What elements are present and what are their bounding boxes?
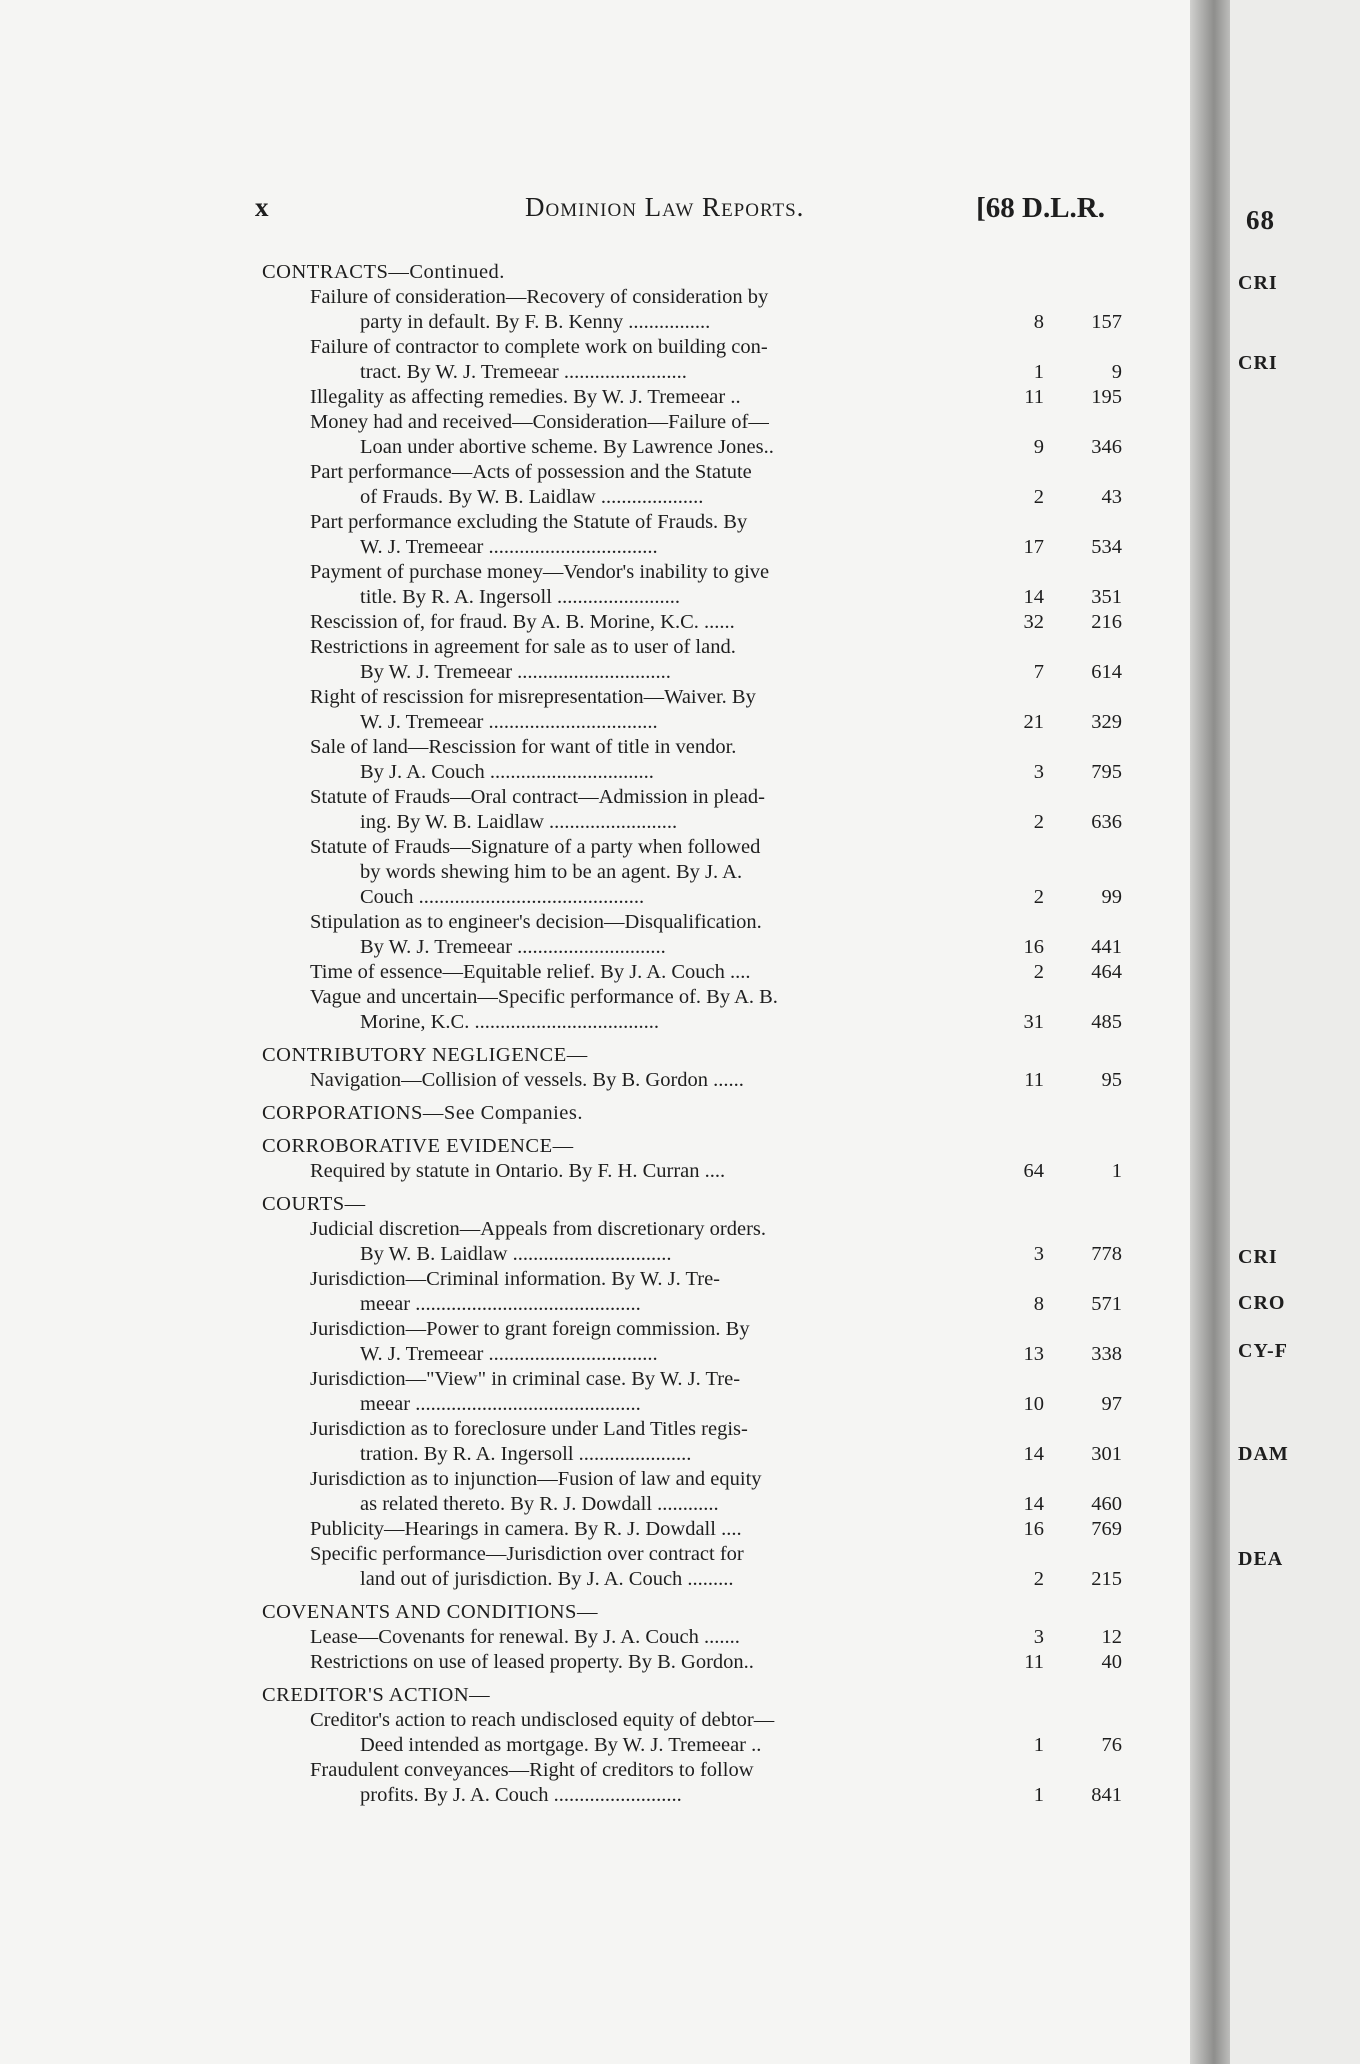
entry-volume: 31 — [1023, 1011, 1044, 1033]
entry-text-line: Vague and uncertain—Specific performance of. By A. B. — [310, 986, 778, 1008]
entry-text-line: W. J. Tremeear ................................. — [360, 711, 658, 733]
entry-text-line: Loan under abortive scheme. By Lawrence Jones.. — [360, 436, 774, 458]
entry-volume: 3 — [1033, 761, 1044, 783]
index-entry — [262, 610, 1122, 635]
entry-page: 485 — [1091, 1011, 1122, 1033]
entry-text-line: as related thereto. By R. J. Dowdall ............ — [360, 1493, 719, 1515]
section-heading: CREDITOR'S ACTION— — [262, 1684, 491, 1706]
entry-text-line: Restrictions in agreement for sale as to user of land. — [310, 636, 736, 658]
index-entry — [262, 1217, 1122, 1267]
entry-volume: 1 — [1033, 361, 1044, 383]
entry-text-line: Couch ............................................ — [360, 886, 645, 908]
index-entry — [262, 1650, 1122, 1675]
entry-text-line: Jurisdiction as to injunction—Fusion of law and equity — [310, 1468, 762, 1490]
entry-page: 12 — [1101, 1626, 1122, 1648]
section-heading: CONTRIBUTORY NEGLIGENCE— — [262, 1044, 588, 1066]
running-title: Dominion Law Reports. — [525, 192, 805, 222]
entry-volume: 11 — [1024, 386, 1044, 408]
entry-text-line: By W. B. Laidlaw ............................... — [360, 1243, 672, 1265]
entry-volume: 1 — [1033, 1734, 1044, 1756]
index-entry — [262, 1317, 1122, 1367]
index-entry — [262, 1367, 1122, 1417]
entry-text-line: ing. By W. B. Laidlaw ......................... — [360, 811, 678, 833]
entry-text-line: Failure of consideration—Recovery of consideration by — [310, 286, 769, 308]
entry-page: 351 — [1091, 586, 1122, 608]
entry-volume: 3 — [1033, 1243, 1044, 1265]
entry-text-line: Judicial discretion—Appeals from discretionary orders. — [310, 1218, 766, 1240]
facing-page-header: 68 — [1246, 205, 1275, 235]
section-heading: CORPORATIONS—See Companies. — [262, 1102, 584, 1124]
entry-page: 9 — [1111, 361, 1122, 383]
index-entry — [262, 460, 1122, 510]
entry-page: 441 — [1091, 936, 1122, 958]
entry-text-line: meear ............................................ — [360, 1293, 641, 1315]
index-entry — [262, 510, 1122, 560]
index-entry — [262, 785, 1122, 835]
entry-volume: 11 — [1024, 1651, 1044, 1673]
entry-page: 769 — [1091, 1518, 1122, 1540]
book-gutter — [1190, 0, 1230, 2064]
entry-text-line: By W. J. Tremeear ............................. — [360, 936, 666, 958]
index-entry — [262, 985, 1122, 1035]
entry-volume: 7 — [1033, 661, 1044, 683]
entry-text-line: Jurisdiction—Criminal information. By W. J. Tre- — [310, 1268, 721, 1290]
facing-page-fragment: CRI — [1238, 1246, 1278, 1268]
index-entry — [262, 285, 1122, 335]
entry-text-line: profits. By J. A. Couch ......................... — [360, 1784, 682, 1806]
entry-text-line: By W. J. Tremeear .............................. — [360, 661, 671, 683]
entry-text-line: Deed intended as mortgage. By W. J. Tremeear .. — [360, 1734, 762, 1756]
entry-text-line: Required by statute in Ontario. By F. H. Curran .... — [310, 1160, 726, 1182]
entry-text-line: Lease—Covenants for renewal. By J. A. Couch ....... — [310, 1626, 740, 1648]
entry-text-line: W. J. Tremeear ................................. — [360, 536, 658, 558]
entry-volume: 64 — [1023, 1160, 1044, 1182]
index-entry — [262, 960, 1122, 985]
entry-page: 464 — [1091, 961, 1122, 983]
entry-text-line: Payment of purchase money—Vendor's inability to give — [310, 561, 770, 583]
facing-page-fragment: CRI — [1238, 272, 1278, 294]
entry-text-line: Navigation—Collision of vessels. By B. Gordon ...... — [310, 1069, 744, 1091]
index-entry — [262, 1758, 1122, 1808]
entry-text-line: Publicity—Hearings in camera. By R. J. Dowdall .... — [310, 1518, 742, 1540]
entry-text-line: Illegality as affecting remedies. By W. J. Tremeear .. — [310, 386, 741, 408]
entry-page: 636 — [1091, 811, 1122, 833]
index-entry — [262, 410, 1122, 460]
entry-text-line: Morine, K.C. .................................... — [360, 1011, 659, 1033]
entry-volume: 2 — [1033, 961, 1044, 983]
index-entry — [262, 560, 1122, 610]
entry-volume: 2 — [1033, 1568, 1044, 1590]
entry-text-line: By J. A. Couch ................................ — [360, 761, 654, 783]
entry-text-line: Creditor's action to reach undisclosed equity of debtor— — [310, 1709, 775, 1731]
entry-text-line: of Frauds. By W. B. Laidlaw .................... — [360, 486, 704, 508]
index-entry — [262, 735, 1122, 785]
index-entry — [262, 685, 1122, 735]
facing-page-fragment: CY-F — [1238, 1340, 1288, 1362]
entry-text-line: Sale of land—Rescission for want of title in vendor. — [310, 736, 737, 758]
entry-page: 329 — [1091, 711, 1122, 733]
index-entry — [262, 1467, 1122, 1517]
entry-volume: 16 — [1023, 936, 1044, 958]
index-entry — [262, 635, 1122, 685]
entry-volume: 3 — [1033, 1626, 1044, 1648]
entry-text-line: Fraudulent conveyances—Right of creditors to follow — [310, 1759, 754, 1781]
index-entry — [262, 1267, 1122, 1317]
entry-text-line: Specific performance—Jurisdiction over contract for — [310, 1543, 744, 1565]
facing-page-fragment: CRI — [1238, 352, 1278, 374]
entry-text-line: Money had and received—Consideration—Failure of— — [310, 411, 769, 433]
index-entry — [262, 1517, 1122, 1542]
entry-page: 95 — [1101, 1069, 1122, 1091]
running-header — [255, 192, 1105, 232]
entry-page: 195 — [1091, 386, 1122, 408]
volume-label: [68 D.L.R. — [976, 192, 1105, 224]
entry-volume: 9 — [1033, 436, 1044, 458]
entry-volume: 16 — [1023, 1518, 1044, 1540]
index-entry — [262, 1708, 1122, 1758]
index-entry — [262, 385, 1122, 410]
entry-page: 841 — [1091, 1784, 1122, 1806]
facing-page-fragment: CRO — [1238, 1292, 1286, 1314]
entry-text-line: Jurisdiction—"View" in criminal case. By W. J. Tre- — [310, 1368, 741, 1390]
entry-page: 460 — [1091, 1493, 1122, 1515]
entry-volume: 14 — [1023, 1443, 1044, 1465]
entry-text-line: Restrictions on use of leased property. By B. Gordon.. — [310, 1651, 754, 1673]
entry-text-line: Part performance excluding the Statute of Frauds. By — [310, 511, 748, 533]
entry-text-line: title. By R. A. Ingersoll ........................ — [360, 586, 681, 608]
entry-page: 99 — [1101, 886, 1122, 908]
entry-page: 346 — [1091, 436, 1122, 458]
entry-volume: 8 — [1033, 1293, 1044, 1315]
index-content — [262, 260, 1122, 1808]
entry-page: 778 — [1091, 1243, 1122, 1265]
entry-volume: 21 — [1023, 711, 1044, 733]
entry-page: 301 — [1091, 1443, 1122, 1465]
index-entry — [262, 1625, 1122, 1650]
entry-text-line: by words shewing him to be an agent. By J. A. — [360, 861, 743, 883]
entry-page: 614 — [1091, 661, 1122, 683]
entry-page: 215 — [1091, 1568, 1122, 1590]
entry-text-line: party in default. By F. B. Kenny ................ — [360, 311, 711, 333]
index-entry — [262, 910, 1122, 960]
entry-text-line: Stipulation as to engineer's decision—Disqualification. — [310, 911, 762, 933]
facing-page-fragment: DAM — [1238, 1443, 1289, 1465]
entry-volume: 13 — [1023, 1343, 1044, 1365]
entry-page: 43 — [1101, 486, 1122, 508]
section-heading: COURTS— — [262, 1193, 366, 1215]
entry-text-line: Statute of Frauds—Signature of a party when followed — [310, 836, 761, 858]
entry-page: 76 — [1101, 1734, 1122, 1756]
entry-page: 795 — [1091, 761, 1122, 783]
entry-text-line: Rescission of, for fraud. By A. B. Morine, K.C. ...... — [310, 611, 735, 633]
section-heading: CORROBORATIVE EVIDENCE— — [262, 1135, 574, 1157]
entry-page: 1 — [1111, 1160, 1122, 1182]
entry-text-line: Right of rescission for misrepresentation—Waiver. By — [310, 686, 756, 708]
section-heading: CONTRACTS—Continued. — [262, 261, 505, 283]
entry-page: 97 — [1101, 1393, 1122, 1415]
entry-volume: 32 — [1023, 611, 1044, 633]
entry-text-line: tract. By W. J. Tremeear ........................ — [360, 361, 687, 383]
entry-text-line: land out of jurisdiction. By J. A. Couch ......... — [360, 1568, 734, 1590]
entry-page: 216 — [1091, 611, 1122, 633]
entry-page: 40 — [1101, 1651, 1122, 1673]
entry-volume: 10 — [1023, 1393, 1044, 1415]
entry-text-line: Jurisdiction—Power to grant foreign commission. By — [310, 1318, 750, 1340]
index-entry — [262, 1542, 1122, 1592]
entry-text-line: tration. By R. A. Ingersoll ...................... — [360, 1443, 692, 1465]
entry-page: 338 — [1091, 1343, 1122, 1365]
entry-volume: 11 — [1024, 1069, 1044, 1091]
entry-volume: 17 — [1023, 536, 1044, 558]
index-entry — [262, 1417, 1122, 1467]
index-entry — [262, 1068, 1122, 1093]
entry-volume: 1 — [1033, 1784, 1044, 1806]
entry-text-line: Statute of Frauds—Oral contract—Admission in plead- — [310, 786, 765, 808]
index-entry — [262, 335, 1122, 385]
entry-volume: 2 — [1033, 811, 1044, 833]
entry-volume: 14 — [1023, 586, 1044, 608]
entry-text-line: meear ............................................ — [360, 1393, 641, 1415]
facing-page — [1230, 0, 1360, 2064]
entry-page: 571 — [1091, 1293, 1122, 1315]
index-entry — [262, 1159, 1122, 1184]
entry-text-line: Jurisdiction as to foreclosure under Land Titles regis- — [310, 1418, 748, 1440]
entry-text-line: Part performance—Acts of possession and the Statute — [310, 461, 752, 483]
entry-text-line: W. J. Tremeear ................................. — [360, 1343, 658, 1365]
entry-volume: 8 — [1033, 311, 1044, 333]
entry-page: 157 — [1091, 311, 1122, 333]
entry-volume: 2 — [1033, 886, 1044, 908]
entry-page: 534 — [1091, 536, 1122, 558]
entry-volume: 14 — [1023, 1493, 1044, 1515]
entry-text-line: Failure of contractor to complete work on building con- — [310, 336, 768, 358]
section-heading: COVENANTS AND CONDITIONS— — [262, 1601, 598, 1623]
page-numeral: x — [255, 192, 269, 222]
entry-text-line: Time of essence—Equitable relief. By J. A. Couch .... — [310, 961, 751, 983]
index-entry — [262, 835, 1122, 910]
entry-volume: 2 — [1033, 486, 1044, 508]
facing-page-fragment: DEA — [1238, 1548, 1284, 1570]
